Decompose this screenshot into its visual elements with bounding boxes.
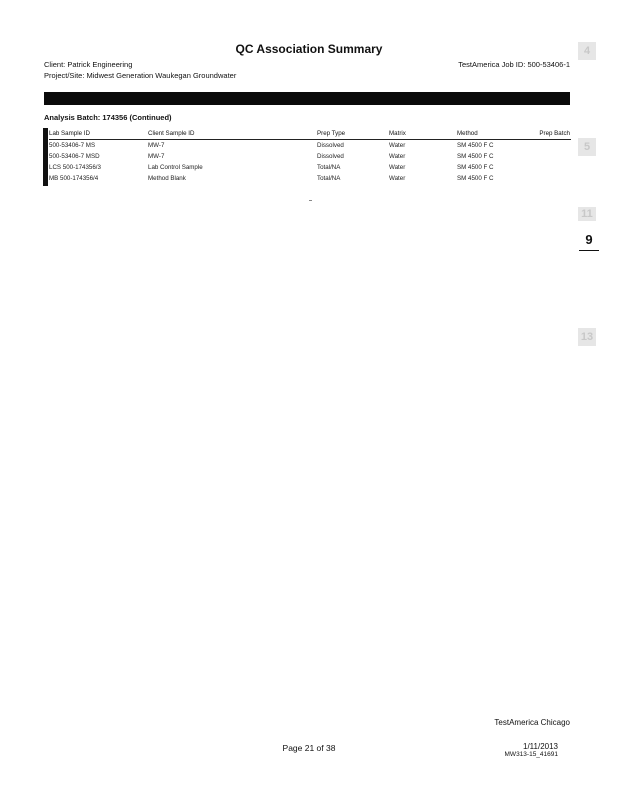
cell-client-sample-id: MW-7 [148, 153, 165, 160]
footer-document-code: MW313-15_41691 [504, 751, 558, 758]
cell-prep-batch [528, 173, 571, 184]
table-row [49, 140, 571, 152]
header-prep-type: Prep Type [317, 128, 389, 140]
table-row [49, 151, 571, 162]
header-client-sample-id: Client Sample ID [148, 128, 317, 140]
cell-matrix: Water [389, 142, 406, 149]
analysis-batch: Analysis Batch: 174356 (Continued) [44, 113, 172, 122]
qc-association-table [49, 128, 571, 184]
section-tab-5[interactable]: 5 [578, 138, 596, 156]
job-id: TestAmerica Job ID: 500-53406-1 [458, 60, 570, 69]
cell-prep-type: Total/NA [317, 175, 341, 182]
table-header-row [49, 128, 571, 140]
cell-client-sample-id: Method Blank [148, 175, 186, 182]
table-row [49, 162, 571, 173]
cell-prep-type: Dissolved [317, 142, 344, 149]
cell-method: SM 4500 F C [457, 164, 494, 171]
cell-method: SM 4500 F C [457, 153, 494, 160]
header-prep-batch: Prep Batch [528, 128, 571, 140]
table-row [49, 173, 571, 184]
section-tab-13[interactable]: 13 [578, 328, 596, 346]
footer-company: TestAmerica Chicago [494, 718, 570, 727]
cell-lab-sample-id: MB 500-174356/4 [49, 175, 99, 182]
section-tab-11[interactable]: 11 [578, 207, 596, 221]
cell-method: SM 4500 F C [457, 142, 494, 149]
cell-client-sample-id: MW-7 [148, 142, 165, 149]
cell-prep-type: Total/NA [317, 164, 341, 171]
header-matrix: Matrix [389, 128, 457, 140]
cell-matrix: Water [389, 153, 406, 160]
cell-prep-batch [528, 140, 571, 152]
cell-method: SM 4500 F C [457, 175, 494, 182]
cell-lab-sample-id: 500-53406-7 MS [49, 142, 96, 149]
scan-speck [309, 200, 312, 201]
margin-mark [43, 128, 48, 186]
section-tab-current[interactable]: 9 [579, 232, 599, 251]
cell-lab-sample-id: LCS 500-174356/3 [49, 164, 101, 171]
cell-matrix: Water [389, 164, 406, 171]
header-lab-sample-id: Lab Sample ID [49, 128, 148, 140]
cell-prep-batch [528, 151, 571, 162]
header-method: Method [457, 128, 528, 140]
project-site: Project/Site: Midwest Generation Waukegan Groundwater [44, 71, 237, 80]
cell-lab-sample-id: 500-53406-7 MSD [49, 153, 100, 160]
footer-page-number: Page 21 of 38 [282, 743, 336, 753]
page-title: QC Association Summary [235, 42, 383, 56]
footer-date: 1/11/2013 [523, 742, 558, 751]
cell-client-sample-id: Lab Control Sample [148, 164, 203, 171]
cell-matrix: Water [389, 175, 406, 182]
cell-prep-type: Dissolved [317, 153, 344, 160]
redaction-bar [44, 92, 570, 105]
section-tab-4[interactable]: 4 [578, 42, 596, 60]
client-name: Client: Patrick Engineering [44, 60, 133, 69]
cell-prep-batch [528, 162, 571, 173]
